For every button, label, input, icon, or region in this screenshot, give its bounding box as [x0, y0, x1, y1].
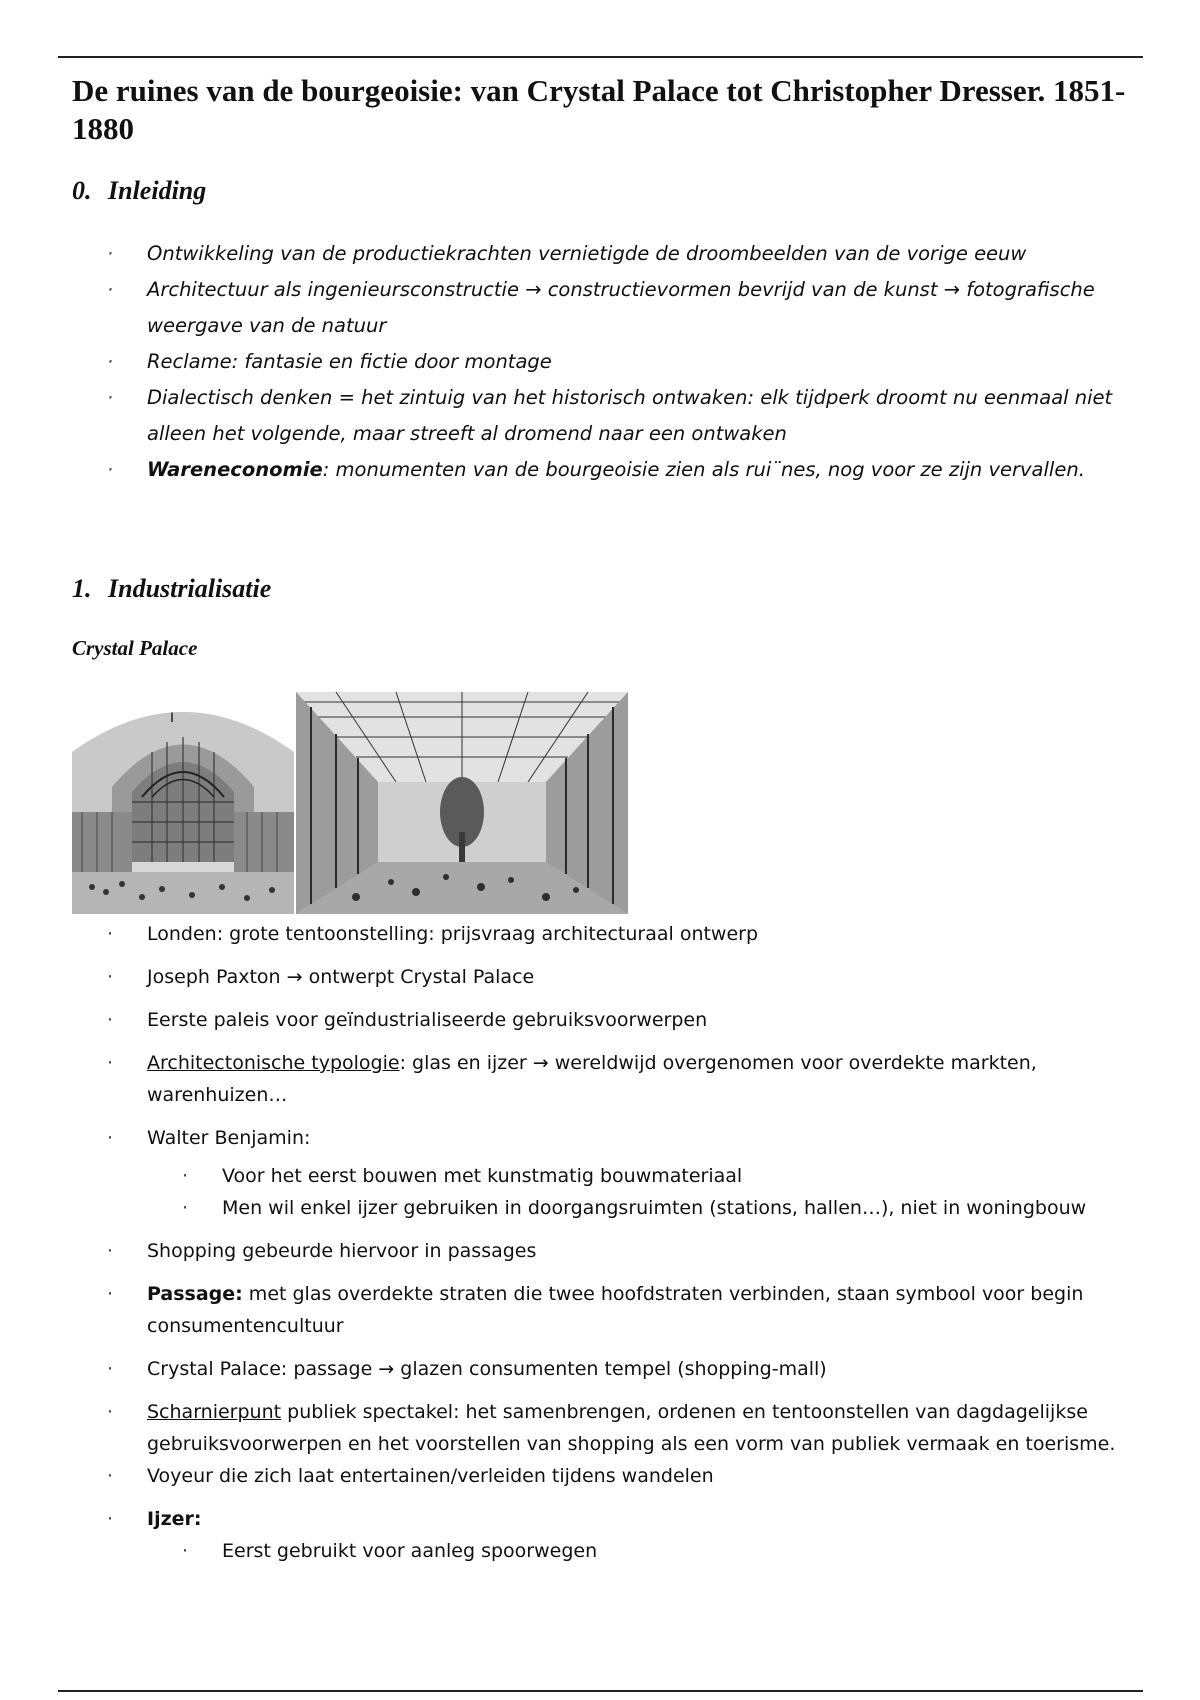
bottom-rule [58, 1690, 1143, 1692]
item-text: Walter Benjamin: [147, 1127, 311, 1149]
list-item: · Crystal Palace: passage → glazen consumenten tempel (shopping-mall) [72, 1353, 1152, 1385]
section-heading-inleiding [72, 176, 206, 206]
list-item: · Reclame: fantasie en fictie door montage [72, 344, 1152, 380]
list-item [72, 452, 1152, 488]
list-item: · Ontwikkeling van de productiekrachten vernietigde de droombeelden van de vorige eeuw [72, 236, 1152, 272]
sub-list-item: · Voor het eerst bouwen met kunstmatig bouwmateriaal [147, 1160, 1152, 1192]
list-item: · Dialectisch denken = het zintuig van het historisch ontwaken: elk tijdperk droomt nu eenmaal niet alleen het volgende, maar streeft al dromend naar een ontwaken [72, 380, 1152, 452]
intro-bullet-list [72, 236, 1152, 488]
subheading-crystal-palace: Crystal Palace [72, 636, 198, 660]
list-item [72, 1396, 1152, 1460]
section-number: 0. [72, 176, 92, 205]
page-title: De ruines van de bourgeoisie: van Crystal Palace tot Christopher Dresser. 1851-1880 [72, 73, 1126, 146]
term-passage: Passage: [147, 1283, 243, 1305]
sub-list [147, 1160, 1152, 1224]
term-wareneconomie: Wareneconomie [147, 458, 323, 481]
list-item: · Shopping gebeurde hiervoor in passages [72, 1235, 1152, 1267]
crystal-palace-exterior-image [72, 692, 294, 914]
item-text: : glas en ijzer → wereldwijd overgenomen voor overdekte markten, warenhuizen… [147, 1052, 1037, 1106]
list-item: · Joseph Paxton → ontwerpt Crystal Palace [72, 961, 1152, 993]
section-heading-industrialisatie [72, 574, 271, 604]
sub-list [147, 1535, 1152, 1567]
sub-list-item: · Eerst gebruikt voor aanleg spoorwegen [147, 1535, 1152, 1567]
term-ijzer: Ijzer: [147, 1508, 202, 1530]
list-item [72, 1122, 1152, 1224]
section-title: Industrialisatie [108, 574, 272, 603]
section-number: 1. [72, 574, 92, 603]
sub-list-item: · Men wil enkel ijzer gebruiken in doorgangsruimten (stations, hallen…), niet in woningbouw [147, 1192, 1152, 1224]
section-title: Inleiding [108, 176, 207, 205]
top-rule [58, 56, 1143, 58]
list-item: · Voyeur die zich laat entertainen/verleiden tijdens wandelen [72, 1460, 1152, 1492]
industrialisatie-bullet-list [72, 918, 1152, 1578]
term-scharnierpunt: Scharnierpunt [147, 1401, 282, 1423]
item-text: : monumenten van de bourgeoisie zien als rui¨nes, nog voor ze zijn vervallen. [322, 458, 1085, 481]
term-architectonische-typologie: Architectonische typologie [147, 1052, 400, 1074]
list-item: · Architectuur als ingenieursconstructie → constructievormen bevrijd van de kunst → fotografische weergave van de natuur [72, 272, 1152, 344]
crystal-palace-interior-image [296, 692, 628, 914]
item-text: met glas overdekte straten die twee hoofdstraten verbinden, staan symbool voor begin consumentencultuur [147, 1283, 1084, 1337]
item-text: publiek spectakel: het samenbrengen, ordenen en tentoonstellen van dagdagelijkse gebruiksvoorwerpen en het voorstellen van shopping als een vorm van publiek vermaak en toerisme. [147, 1401, 1116, 1455]
list-item [72, 1047, 1152, 1111]
list-item [72, 1278, 1152, 1342]
list-item [72, 1503, 1152, 1567]
list-item: · Londen: grote tentoonstelling: prijsvraag architecturaal ontwerp [72, 918, 1152, 950]
list-item: · Eerste paleis voor geïndustrialiseerde gebruiksvoorwerpen [72, 1004, 1152, 1036]
